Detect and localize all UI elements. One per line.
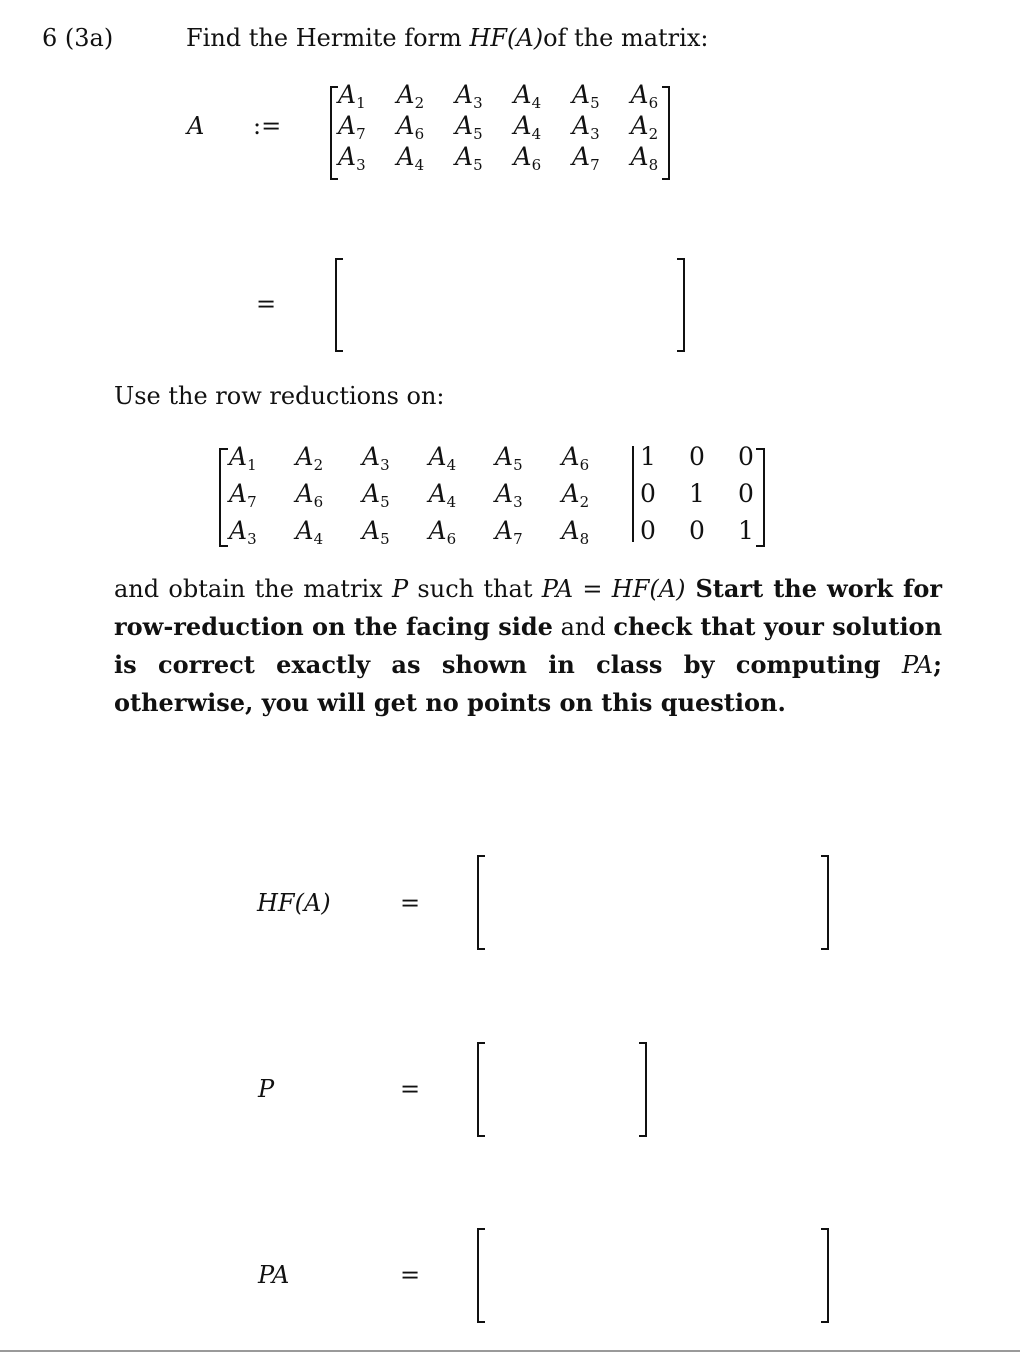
identity-entry: 1	[640, 442, 656, 471]
para-bold-2: check that your solution is correct exactly as shown in class by computing	[114, 612, 943, 679]
para-text-2: such that	[408, 575, 542, 603]
para-text-1: and obtain the matrix	[114, 575, 392, 603]
augmented-A-entry: $A_8$	[561, 516, 590, 548]
pa-answer-right-bracket	[821, 1228, 829, 1323]
augmented-A-entry: $A_2$	[295, 442, 324, 474]
identity-entry: 0	[689, 516, 705, 545]
hf-equals: =	[400, 889, 421, 917]
matrix-A-right-bracket	[662, 86, 670, 180]
matrix-A-entry: $A_7$	[338, 111, 366, 143]
augmented-A-entry: $A_7$	[229, 479, 257, 511]
matrix-A-entry: $A_5$	[455, 142, 483, 174]
para-math-PA: PA	[901, 651, 934, 679]
identity-entry: 1	[689, 479, 705, 508]
augmented-A-entry: $A_4$	[295, 516, 324, 548]
identity-entry: 0	[689, 442, 705, 471]
augment-divider	[632, 446, 634, 542]
para-bold-1: Start the work for row-reduction on the facing side	[114, 574, 942, 641]
para-math-P: P	[391, 575, 409, 603]
para-math-HFA: HF(A)	[602, 575, 686, 603]
assign-symbol: :=	[253, 112, 282, 140]
instruction-hf: HF(A)	[469, 24, 544, 52]
pa-answer-left-bracket	[477, 1228, 485, 1323]
augmented-A-entry: $A_4$	[428, 479, 457, 511]
blank-matrix-right-bracket	[677, 258, 685, 352]
matrix-A-entry: $A_2$	[396, 80, 425, 112]
para-text-3: and	[552, 613, 614, 641]
matrix-A-entry: $A_4$	[513, 80, 542, 112]
row-reduction-intro: Use the row reductions on:	[114, 382, 445, 410]
matrix-A-entry: $A_6$	[396, 111, 425, 143]
augmented-A-entry: $A_3$	[229, 516, 257, 548]
identity-entry: 0	[738, 479, 754, 508]
augmented-A-entry: $A_5$	[362, 516, 390, 548]
p-answer-left-bracket	[477, 1042, 485, 1137]
augmented-A-entry: $A_6$	[295, 479, 324, 511]
matrix-A-entry: $A_3$	[455, 80, 483, 112]
identity-entry: 0	[640, 516, 656, 545]
para-math-PA-eq: PA =	[541, 575, 603, 603]
hf-label: HF(A)	[257, 889, 331, 917]
p-label: P	[258, 1075, 275, 1103]
identity-entry: 1	[738, 516, 754, 545]
problem-instruction	[186, 24, 708, 52]
matrix-A-symbol: A	[187, 112, 205, 140]
augmented-A-entry: $A_6$	[428, 516, 457, 548]
matrix-A-entry: $A_8$	[630, 142, 659, 174]
instruction-text: Find the Hermite form	[186, 24, 462, 52]
identity-entry: 0	[738, 442, 754, 471]
augmented-A-entry: $A_6$	[561, 442, 590, 474]
pa-label: PA	[258, 1261, 290, 1289]
matrix-A-entry: $A_7$	[572, 142, 600, 174]
matrix-A-entry: $A_6$	[513, 142, 542, 174]
augmented-A-entry: $A_7$	[495, 516, 523, 548]
para-bold-3: ; otherwise, you will get no points on this question.	[114, 650, 942, 717]
augmented-A-entry: $A_5$	[495, 442, 523, 474]
pa-equals: =	[400, 1261, 421, 1289]
matrix-A-entry: $A_4$	[513, 111, 542, 143]
p-answer-right-bracket	[639, 1042, 647, 1137]
blank-matrix-left-bracket	[335, 258, 343, 352]
augmented-left-bracket	[219, 448, 228, 547]
matrix-A-entry: $A_5$	[455, 111, 483, 143]
augmented-A-entry: $A_3$	[495, 479, 523, 511]
page-bottom-rule	[0, 1350, 1020, 1352]
augmented-A-entry: $A_2$	[561, 479, 590, 511]
matrix-A-entry: $A_1$	[338, 80, 366, 112]
hf-answer-right-bracket	[821, 855, 829, 950]
hf-answer-left-bracket	[477, 855, 485, 950]
augmented-A-entry: $A_4$	[428, 442, 457, 474]
instruction-tail: of the matrix:	[543, 24, 709, 52]
matrix-A-entry: $A_4$	[396, 142, 425, 174]
identity-entry: 0	[640, 479, 656, 508]
matrix-A-entry: $A_3$	[338, 142, 366, 174]
augmented-A-entry: $A_3$	[362, 442, 390, 474]
augmented-A-entry: $A_1$	[229, 442, 257, 474]
p-equals: =	[400, 1075, 421, 1103]
matrix-A-entry: $A_3$	[572, 111, 600, 143]
augmented-right-bracket	[756, 448, 765, 547]
instruction-paragraph	[114, 570, 942, 722]
matrix-A-entry: $A_5$	[572, 80, 600, 112]
matrix-A-entry: $A_2$	[630, 111, 659, 143]
equals-sign: =	[256, 290, 277, 318]
problem-number: 6 (3a)	[42, 24, 114, 52]
augmented-A-entry: $A_5$	[362, 479, 390, 511]
matrix-A-entry: $A_6$	[630, 80, 659, 112]
matrix-A-left-bracket	[330, 86, 338, 180]
